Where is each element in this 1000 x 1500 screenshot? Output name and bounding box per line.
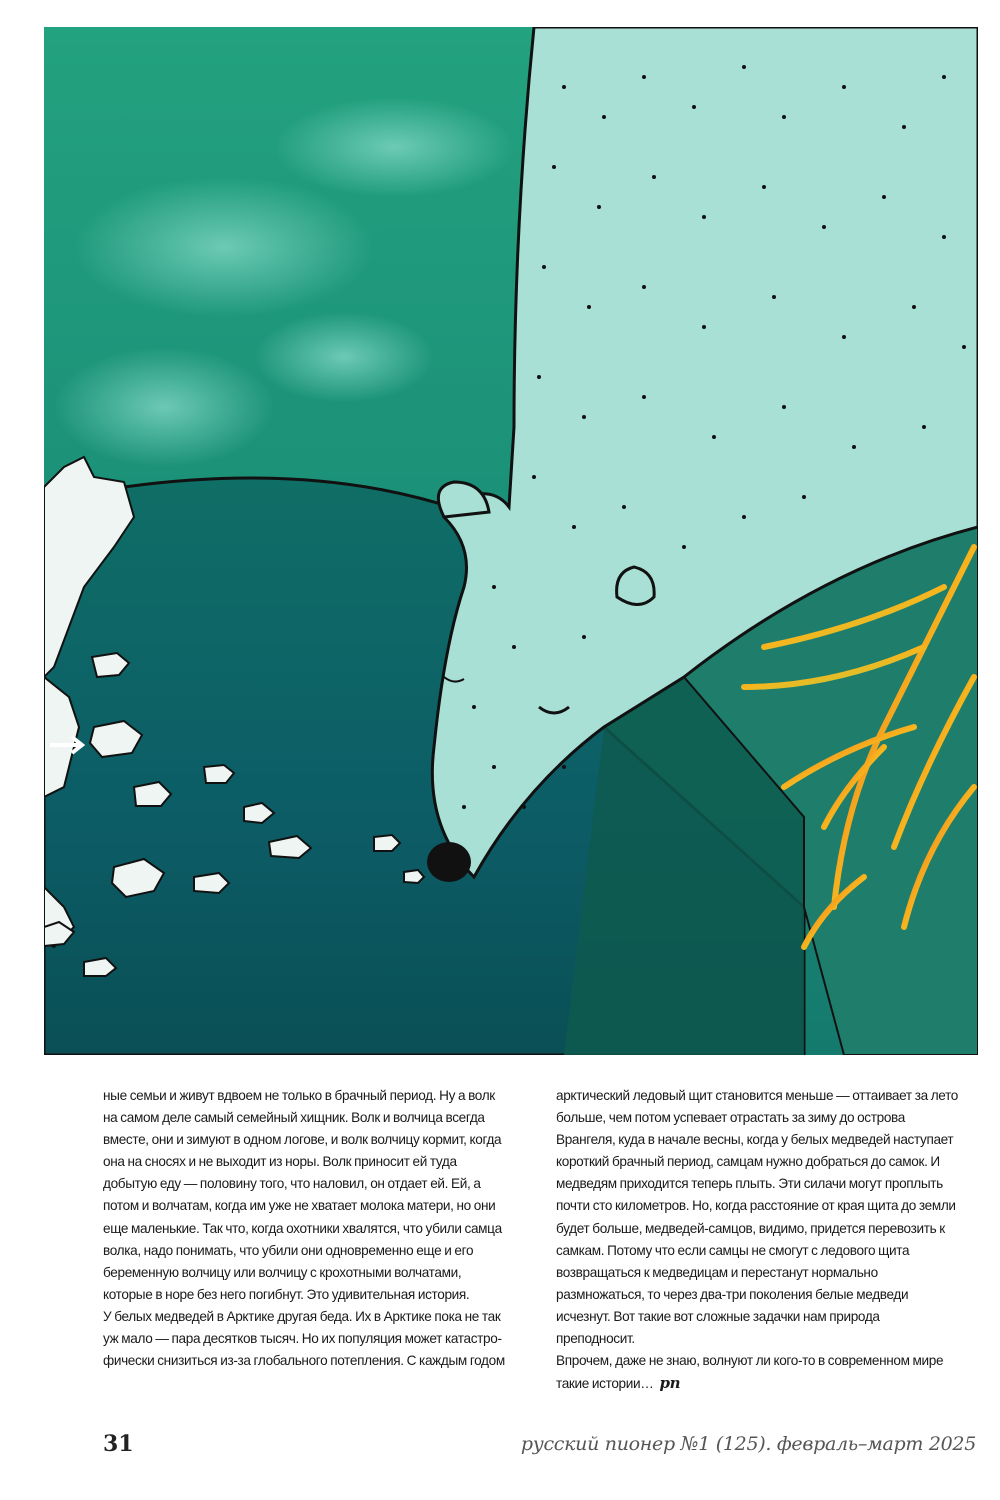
paragraph: ные семьи и живут вдвоем не только в брачный период. Ну а волк на самом деле самый семейный хищник. Волк и волчица всегда вместе, они и зимуют в одном логове, и волк волчицу кормит, когда она на сносях и не выходит из норы. Волк приносит ей туда добытую еду — половину того, что наловил, он отдает ей. Ей, а потом и волчатам, когда им уже не хватает молока матери, но они еще маленькие. Так что, когда охотники хвалятся, что убили самца волка, надо понимать, что убили они одновременно еще и его беременную волчицу или волчицу с крохотными волчатами, которые в норе без него погибнут. Это удивительная история. — [103, 1088, 502, 1302]
paragraph: арктический ледовый щит становится меньше — оттаивает за лето больше, чем потом успевает отрастать за зиму до острова Врангеля, куда в начале весны, когда у белых медведей наступает короткий брачный период, самцам нужно добраться до самок. И медведям приходится теперь плыть. Эти силачи могут проплыть почти сто километров. Но, когда расстояние от края щита до земли будет больше, медведей-самцов, видимо, придется перевозить к самкам. Потому что если самцы не смогут с ледового щита возвращаться к медведицам и перестанут нормально размножаться, то через два-три поколения белые медведи исчезнут. Вот такие вот сложные задачки нам природа преподносит. — [556, 1088, 958, 1347]
polar-bear-illustration — [44, 27, 978, 1055]
page-number: 31 — [103, 1431, 134, 1457]
article-column-left — [103, 1085, 508, 1395]
article-column-right — [556, 1085, 961, 1395]
paragraph — [556, 1350, 961, 1395]
magazine-title: русский пионер №1 (125). февраль–март 2025 — [520, 1433, 976, 1455]
paragraph: У белых медведей в Арктике другая беда. Их в Арктике пока не так уж мало — пара десятков тысяч. Но их популяция может катастрофически снизиться из-за глобального потепления. С каждым годом — [103, 1308, 505, 1369]
end-mark-logo: рп — [659, 1374, 681, 1393]
article-body — [103, 1085, 961, 1395]
paragraph-text: Впрочем, даже не знаю, волнуют ли кого-то в современном мире такие истории… — [556, 1353, 944, 1392]
